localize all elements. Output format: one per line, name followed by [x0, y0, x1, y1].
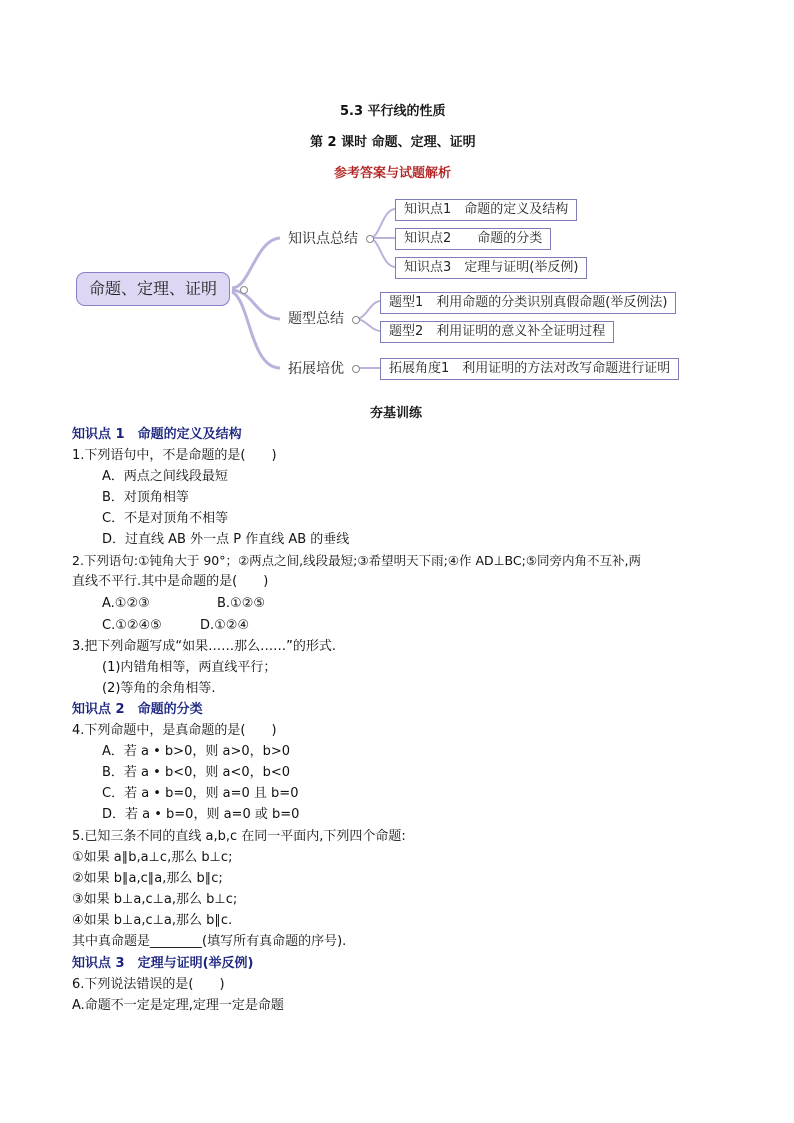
q1-option-d: D．过直线 AB 外一点 P 作直线 AB 的垂线	[102, 532, 350, 547]
answers-title: 参考答案与试题解析	[334, 166, 452, 181]
q2-option-d: D.①②④	[200, 618, 250, 633]
mindmap-root: 命题、定理、证明	[76, 272, 230, 306]
collapse-icon	[352, 365, 360, 373]
q1-option-b: B．对顶角相等	[102, 490, 189, 505]
q1-option-c: C．不是对顶角不相等	[102, 511, 229, 526]
branch-extension: 拓展培优	[288, 361, 344, 377]
mindmap-leaf: 题型2 利用证明的意义补全证明过程	[380, 321, 614, 343]
q5-fill-blank: 其中真命题是________(填写所有真命题的序号).	[72, 934, 347, 949]
q4-stem: 4.下列命题中，是真命题的是( )	[72, 723, 277, 738]
collapse-icon	[240, 286, 248, 294]
mindmap-leaf: 知识点3 定理与证明(举反例)	[395, 257, 587, 279]
mindmap-leaf: 知识点2 命题的分类	[395, 228, 551, 250]
kp3-heading: 知识点 3 定理与证明(举反例)	[72, 956, 254, 971]
kp1-heading: 知识点 1 命题的定义及结构	[72, 427, 242, 442]
q3-stem: 3.把下列命题写成“如果……那么……”的形式.	[72, 639, 337, 654]
q3-item: (2)等角的余角相等.	[102, 681, 216, 696]
q5-item: ①如果 a∥b,a⊥c,那么 b⊥c;	[72, 850, 233, 865]
branch-knowledge-summary: 知识点总结	[288, 231, 358, 247]
q4-option-d: D．若 a • b=0，则 a=0 或 b=0	[102, 807, 300, 822]
collapse-icon	[366, 235, 374, 243]
q2-option-a: A.①②③	[102, 596, 150, 611]
q5-stem: 5.已知三条不同的直线 a,b,c 在同一平面内,下列四个命题:	[72, 829, 406, 844]
q6-stem: 6.下列说法错误的是( )	[72, 977, 225, 992]
q5-item: ③如果 b⊥a,c⊥a,那么 b⊥c;	[72, 892, 238, 907]
branch-question-types: 题型总结	[288, 311, 344, 327]
q5-item: ④如果 b⊥a,c⊥a,那么 b∥c.	[72, 913, 233, 928]
q2-stem-line2: 直线不平行.其中是命题的是( )	[72, 574, 269, 589]
q5-item: ②如果 b∥a,c∥a,那么 b∥c;	[72, 871, 223, 886]
kp2-heading: 知识点 2 命题的分类	[72, 702, 203, 717]
section-title: 夯基训练	[370, 406, 423, 421]
lesson-title: 5.3 平行线的性质	[340, 104, 446, 119]
mindmap-leaf: 拓展角度1 利用证明的方法对改写命题进行证明	[380, 358, 679, 380]
q1-stem: 1.下列语句中，不是命题的是( )	[72, 448, 277, 463]
q1-option-a: A．两点之间线段最短	[102, 469, 228, 484]
collapse-icon	[352, 316, 360, 324]
q4-option-c: C．若 a • b=0，则 a=0 且 b=0	[102, 786, 299, 801]
q3-item: (1)内错角相等，两直线平行；	[102, 660, 277, 675]
mindmap-leaf: 题型1 利用命题的分类识别真假命题(举反例法)	[380, 292, 676, 314]
mindmap-leaf: 知识点1 命题的定义及结构	[395, 199, 577, 221]
q2-stem-line1: 2.下列语句:①钝角大于 90°；②两点之间,线段最短;③希望明天下雨;④作 AD⊥BC;⑤同旁内角不互补,两	[72, 553, 642, 568]
q4-option-b: B．若 a • b<0，则 a<0，b<0	[102, 765, 291, 780]
q4-option-a: A．若 a • b>0，则 a>0，b>0	[102, 744, 291, 759]
lesson-subtitle: 第 2 课时 命题、定理、证明	[310, 135, 476, 150]
q2-option-b: B.①②⑤	[217, 596, 266, 611]
q6-option-a: A.命题不一定是定理,定理一定是命题	[72, 998, 284, 1013]
q2-option-c: C.①②④⑤	[102, 618, 162, 633]
